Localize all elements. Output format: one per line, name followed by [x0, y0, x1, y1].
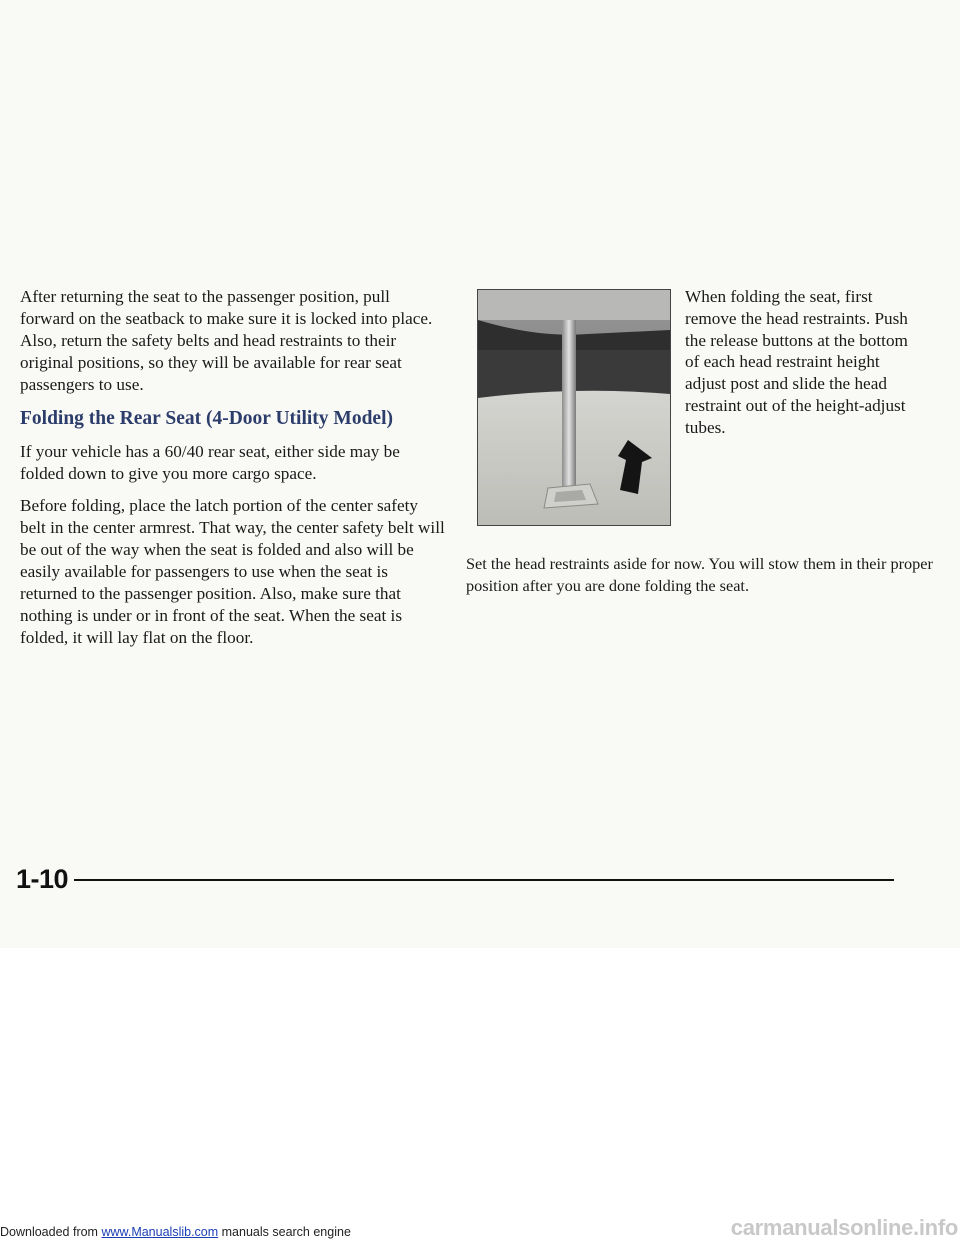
page-number: 1-10 [16, 864, 69, 894]
right-column-paragraph [466, 553, 936, 597]
paragraph-60-40-seat: If your vehicle has a 60/40 rear seat, either side may be folded down to give you more cargo space. [20, 442, 400, 483]
paragraph-return-seat: After returning the seat to the passenger position, pull forward on the seatback to make sure it is locked into place. Also, return the safety belts and head restraints to their original positions, so they will be available for rear seat passengers to use. [20, 287, 433, 394]
download-note [0, 1225, 351, 1239]
watermark-logo: carmanualsonline.info [730, 1215, 958, 1240]
download-suffix: manuals search engine [218, 1225, 351, 1239]
download-prefix: Downloaded from [0, 1225, 102, 1239]
caption-text: When folding the seat, first remove the head restraints. Push the release buttons at the bottom of each head restraint height adjust post and slide the head restraint out of the height-adjust tubes. [685, 287, 908, 437]
head-restraint-photo [477, 289, 671, 526]
footer-divider [74, 879, 894, 881]
paragraph-set-aside: Set the head restraints aside for now. You will stow them in their proper position after you are done folding the seat. [466, 554, 933, 595]
section-heading: Folding the Rear Seat (4-Door Utility Model) [20, 408, 393, 429]
left-column [20, 286, 446, 659]
photo-caption [685, 286, 915, 439]
paragraph-before-folding: Before folding, place the latch portion of the center safety belt in the center armrest. That way, the center safety belt will be out of the way when the seat is folded and also will be easily available for passengers to use when the seat is returned to the passenger position. Also, make sure that nothing is under or in front of the seat. When the seat is folded, it will lay flat on the floor. [20, 496, 445, 647]
manualslib-link[interactable]: www.Manualslib.com [101, 1225, 219, 1239]
